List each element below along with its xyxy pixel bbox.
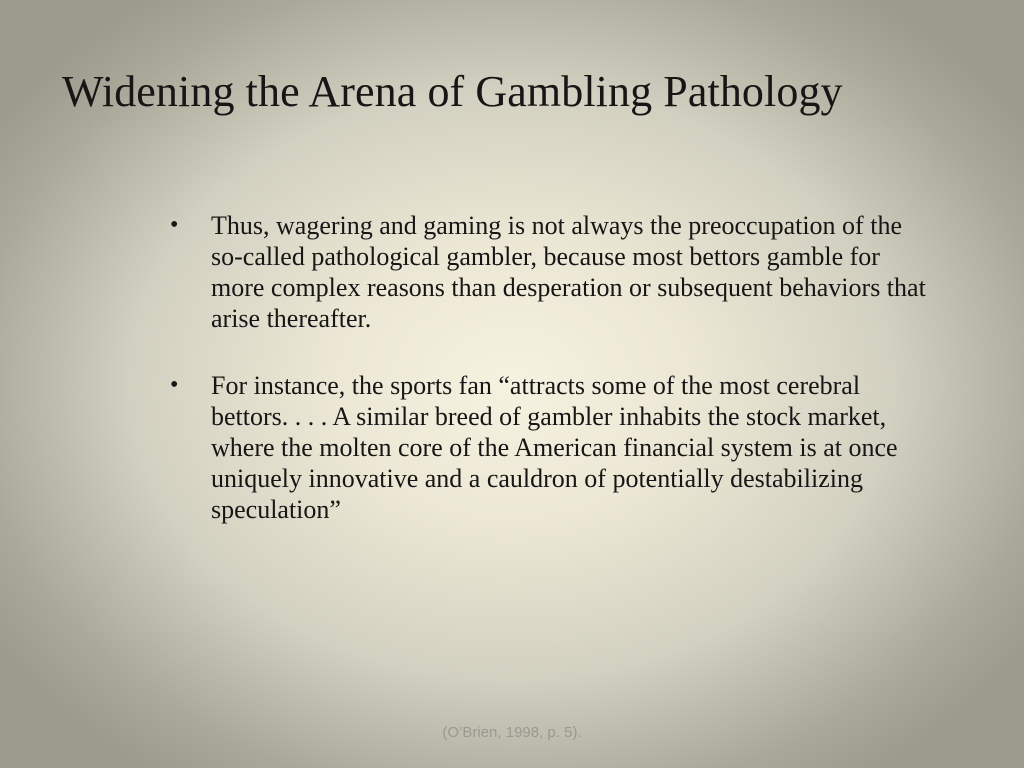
slide-title: Widening the Arena of Gambling Pathology [62, 67, 843, 116]
bullet-text: Thus, wagering and gaming is not always the preoccupation of the so-called pathological gambler, because most bettors gamble for more complex reasons than desperation or subsequent behaviors that arise thereafter. [211, 211, 926, 333]
bullet-marker: • [170, 372, 179, 398]
citation: (O’Brien, 1998, p. 5). [442, 724, 582, 741]
bullet-item [170, 210, 930, 334]
bullet-marker: • [170, 212, 179, 238]
bullet-list [170, 210, 930, 561]
bullet-item [170, 370, 930, 525]
bullet-text: For instance, the sports fan “attracts some of the most cerebral bettors. . . . A similar breed of gambler inhabits the stock market, where the molten core of the American financial system is at once uniquely innovative and a cauldron of potentially destabilizing speculation” [211, 371, 898, 524]
